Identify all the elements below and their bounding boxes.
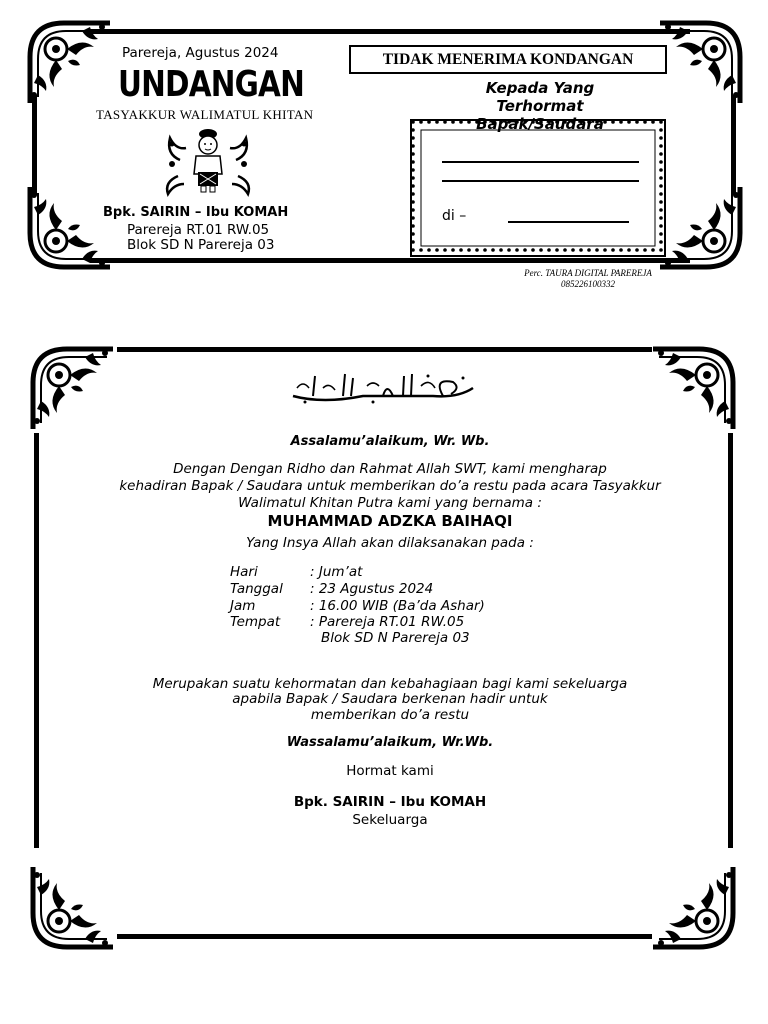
address-line-1[interactable] — [442, 161, 639, 163]
detail-day-label: Hari — [230, 564, 258, 580]
detail-time-value: : 16.00 WIB (Ba’da Ashar) — [310, 598, 485, 614]
address-line-3[interactable] — [508, 221, 629, 223]
closing-line1: Merupakan suatu kehormatan dan kebahagiaan bagi kami sekeluarga — [152, 676, 628, 692]
detail-day-value: : Jum’at — [310, 564, 363, 580]
printer-name: Perc. TAURA DIGITAL PAREREJA — [524, 268, 652, 278]
letter-ornament-top-left — [27, 343, 119, 435]
di-label: di – — [442, 208, 467, 224]
intro-line2: kehadiran Bapak / Saudara untuk memberikan do’a restu pada acara Tasyakkur — [119, 478, 661, 494]
date-line: Parereja, Agustus 2024 — [122, 45, 279, 61]
host-address-line2: Blok SD N Parereja 03 — [127, 237, 275, 253]
schedule-intro: Yang Insya Allah akan dilaksanakan pada : — [246, 535, 534, 551]
letter-ornament-bottom-left — [27, 861, 119, 953]
recipient-address-box — [409, 118, 667, 258]
ornament-corner-bottom-left — [24, 181, 116, 273]
ornament-corner-bottom-right — [654, 181, 746, 273]
invitation-title: UNDANGAN — [118, 64, 304, 105]
ornament-corner-top-left — [24, 17, 116, 109]
recipient-heading — [440, 79, 640, 121]
printer-credit — [500, 268, 676, 290]
no-gift-notice: TIDAK MENERIMA KONDANGAN — [349, 45, 667, 74]
detail-date-value: : 23 Agustus 2024 — [310, 581, 434, 597]
host-address-line1: Parereja RT.01 RW.05 — [127, 222, 270, 238]
frame-top-line — [90, 29, 690, 34]
greeting: Assalamu’alaikum, Wr. Wb. — [290, 434, 490, 449]
detail-date-label: Tanggal — [230, 581, 283, 597]
detail-time-label: Jam — [230, 598, 256, 614]
address-line-2[interactable] — [442, 180, 639, 182]
closing-line2: apabila Bapak / Saudara berkenan hadir untuk — [232, 691, 548, 707]
ornament-corner-top-right — [654, 17, 746, 109]
frame-right-line — [731, 95, 736, 195]
letter-frame-bottom-line — [117, 934, 652, 939]
detail-place-value: : Parereja RT.01 RW.05 — [310, 614, 465, 630]
regards: Hormat kami — [346, 763, 434, 779]
letter-frame-top-line — [117, 347, 652, 352]
frame-bottom-line — [90, 258, 690, 263]
letter-ornament-bottom-right — [647, 861, 739, 953]
detail-place-line2: Blok SD N Parereja 03 — [321, 630, 470, 646]
child-name: MUHAMMAD ADZKA BAIHAQI — [267, 512, 513, 530]
invitation-subtitle: TASYAKKUR WALIMATUL KHITAN — [96, 107, 314, 122]
basmalah-icon — [283, 368, 483, 408]
letter-ornament-top-right — [647, 343, 739, 435]
khitan-boy-illustration — [160, 124, 256, 196]
family-signoff: Sekeluarga — [352, 812, 428, 828]
printer-phone: 085226100332 — [561, 279, 615, 289]
signature: Bpk. SAIRIN – Ibu KOMAH — [293, 794, 487, 810]
farewell: Wassalamu’alaikum, Wr.Wb. — [286, 735, 494, 750]
recipient-heading-line2: Terhormat — [496, 97, 584, 115]
letter-frame-left-line — [34, 433, 39, 848]
intro-line1: Dengan Dengan Ridho dan Rahmat Allah SWT, kami mengharap — [173, 461, 607, 477]
detail-place-label: Tempat — [230, 614, 281, 630]
recipient-heading-line1: Kepada Yang — [485, 79, 595, 97]
closing-line3: memberikan do’a restu — [310, 707, 470, 723]
frame-left-line — [32, 95, 37, 195]
intro-line3: Walimatul Khitan Putra kami yang bernama : — [238, 495, 542, 511]
host-names: Bpk. SAIRIN – Ibu KOMAH — [103, 205, 289, 220]
